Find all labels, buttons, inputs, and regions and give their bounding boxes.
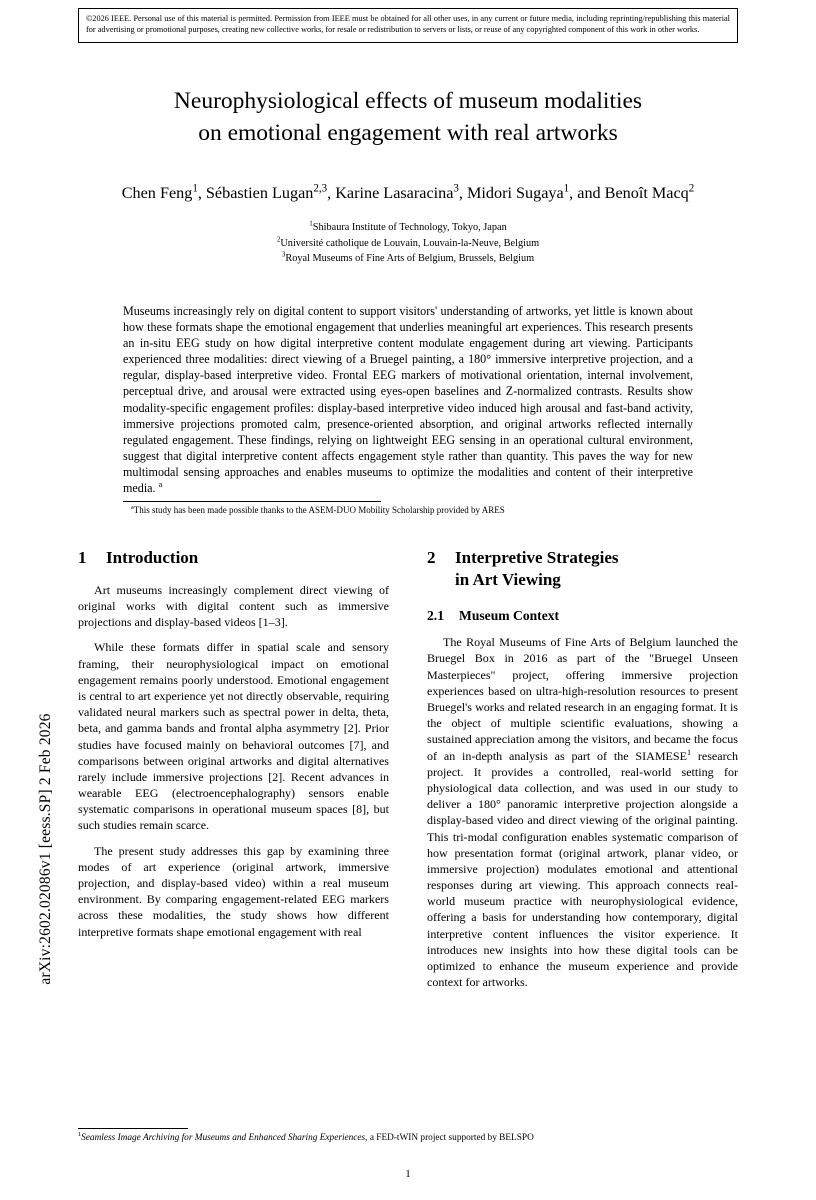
- affiliation-marker: 1: [309, 219, 313, 228]
- affiliation-marker: 3: [281, 250, 286, 259]
- paragraph: Art museums increasingly complement direct viewing of original works with digital content such as immersive projections and display-based videos [1–3].: [78, 582, 389, 630]
- abstract-text: [123, 303, 693, 497]
- paper-content: [78, 0, 738, 990]
- section-heading-interpretive-strategies: [427, 547, 738, 591]
- page-footnote: $^1$Seamless Image Archiving for Museums and Enhanced Sharing Experiences, a FED-tWIN project supported by BELSPO: [78, 1130, 534, 1143]
- affiliation-marker: 2: [276, 235, 281, 244]
- left-column: [78, 547, 389, 990]
- affiliation-text: Université catholique de Louvain, Louvain-la-Neuve, Belgium: [280, 237, 540, 249]
- body-columns: [78, 547, 738, 990]
- title-line-2: on emotional engagement with real artworks: [198, 120, 618, 147]
- author-list: Chen Feng$^1$, Sébastien Lugan$^{2,3}$, Karine Lasaracina$^3$, Midori Sugaya$^1$, and Benoît Macq$^2$: [121, 182, 695, 202]
- affiliation-text: Royal Museums of Fine Arts of Belgium, Brussels, Belgium: [285, 253, 535, 265]
- abstract-footnote-ref: a: [131, 505, 134, 512]
- affiliation-text: Shibaura Institute of Technology, Tokyo, Japan: [312, 222, 507, 234]
- abstract-section: [123, 303, 693, 497]
- section-title-line-1: Interpretive Strategies: [455, 548, 619, 568]
- abstract-body: Museums increasingly rely on digital content to support visitors' understanding of artworks, yet little is known about how these formats shape the emotional engagement that underlies meaningful art experiences. This research presents an in-situ EEG study on how digital interpretive content modulate engagement during art viewing. Participants experienced three modalities: direct viewing of a Bruegel painting, a 180° immersive interpretive projection, and a regular, display-based interpretive video. Frontal EEG markers of motivational orientation, internal involvement, perceptual drive, and arousal were extracted using eyes-open baselines and Z-normalized contrasts. Results show modality-specific engagement profiles: display-based interpretive video induced high arousal and fast-band activity, immersive projections promoted calm, presence-oriented absorption, and original artworks reflected internally regulated engagement. These findings, relying on lightweight EEG sensing in an operational cultural environment, suggest that digital interpretive content affects engagement style rather than quantity. This paves the way for new multimodal sensing approaches and enables museums to optimize the modalities and content of their interpretive media.: [123, 303, 693, 496]
- page-footnote-area: [78, 1128, 738, 1144]
- title-line-1: Neurophysiological effects of museum modalities: [173, 87, 643, 114]
- abstract-footnote-rule-wrap: [123, 501, 693, 502]
- footnote-rule: [78, 1128, 188, 1129]
- section-heading-introduction: [78, 547, 389, 569]
- subsection-number: 2.1: [427, 607, 444, 623]
- affiliation-item: [78, 220, 738, 235]
- subsection-heading-museum-context: [427, 607, 738, 625]
- abstract-footnote: [123, 505, 693, 517]
- arxiv-identifier-stamp: arXiv:2602.02086v1 [eess.SP] 2 Feb 2026: [37, 713, 54, 985]
- section-title: Introduction: [106, 548, 199, 568]
- paragraph: While these formats differ in spatial scale and sensory framing, their neurophysiological impact on emotional engagement remains poorly understood. Emotional engagement is central to art experience yet not directly observable, requiring validated neural markers such as spectral power in delta, theta, beta, and gamma bands and frontal alpha asymmetry [2]. Prior studies have focused mainly on behavioral outcomes [7], and comparisons between original artworks and digital alternatives rarely include immersive projections [2]. Recent advances in wearable EEG (electroencephalography) sensors enable systematic comparisons in operational museum spaces [8], but such studies remain scarce.: [78, 640, 389, 833]
- affiliation-item: [78, 251, 738, 266]
- section-number: 1: [78, 548, 87, 568]
- section-title-line-2: in Art Viewing: [455, 569, 561, 589]
- section-number: 2: [427, 548, 436, 568]
- affiliation-item: [78, 236, 738, 251]
- paragraph: The Royal Museums of Fine Arts of Belgium launched the Bruegel Box in 2016 as part of the "Bruegel Unseen Masterpieces" project, offering immersive projection experiences based on ultra-high-resolution resources to present Bruegel's works and related research in an engaging format. It is the object of multiple scientific evaluations, showing a sustained appreciation among the visitors, and became the focus of an in-depth analysis as part of the SIAMESE$^1$ research project. It provides a controlled, real-world setting for physiological data collection, and was used in our study to deliver a 180° panoramic interpretive projection alongside a display-based video and direct viewing of the original painting. This tri-modal configuration enables systematic comparison of how presentation format (original artwork, planar video, or immersive projection) modulates emotional and attentional responses during art viewing. This approach connects real-world museum practice with neurophysiological evidence, offering a basis for understanding how contemporary, digital interpretive content influences the visitor experience. It introduces new insights into how these digital tools can be optimized to enhance the museum experience and provide context for artworks.: [427, 635, 739, 990]
- abstract-footnote-marker: a: [158, 480, 163, 490]
- footnote-divider: [123, 501, 381, 502]
- abstract-footnote-text: This study has been made possible thanks to the ASEM-DUO Mobility Scholarship provided by ARES: [133, 505, 505, 516]
- page-number: 1: [405, 1168, 411, 1180]
- right-column: [427, 547, 738, 990]
- paragraph: The present study addresses this gap by examining three modes of art experience (original artwork, immersive projection, and display-based video) within a real museum environment. By comparing engagement-related EEG markers across these modalities, the study shows how different interpretive formats shape emotional engagement with real: [78, 843, 389, 939]
- subsection-title: Museum Context: [459, 607, 560, 623]
- affiliation-list: [78, 220, 738, 266]
- ieee-copyright-notice: ©2026 IEEE. Personal use of this material is permitted. Permission from IEEE must be obtained for all other uses, in any current or future media, including reprinting/republishing this material for advertising or promotional purposes, creating new collective works, for resale or redistribution to servers or lists, or reuse of any copyrighted component of this work in other works.: [78, 8, 738, 43]
- page-title: [78, 85, 738, 150]
